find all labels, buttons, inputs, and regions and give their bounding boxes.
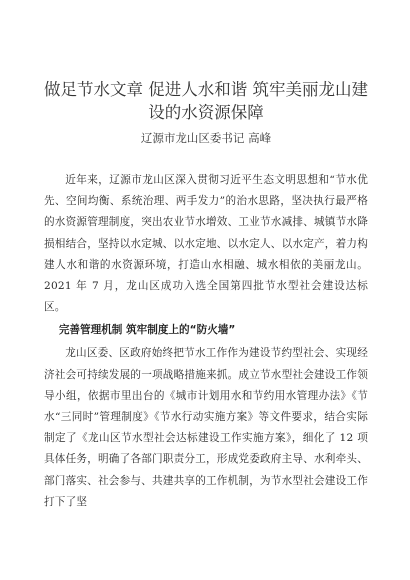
paragraph-management: 龙山区委、区政府始终把节水工作作为建设节约型社会、实现经济社会可持续发展的一项战略措施来抓。成立节水型社会建设工作领导小组，依据市里出台的《城市计划用水和节约用水管理办法》《节水“三同时”管理制度》《节水行动实施方案》等文件要求，结合实际制定了《龙山区节水型社会达标建设工作实施方案》，细化了 12 项具体任务，明确了各部门职责分工，形成党委政府主导、水利牵头、部门落实、社会参与、共建共享的工作机制，为节水型社会建设工作打下了坚 — [44, 347, 368, 508]
article-title — [44, 78, 368, 124]
title-line-1: 做足节水文章 促进人水和谐 筑牢美丽龙山建 — [44, 80, 368, 99]
article-body — [44, 170, 368, 513]
section-heading: 完善管理机制 筑牢制度上的“防火墙” — [58, 324, 236, 337]
paragraph-intro: 近年来，辽源市龙山区深入贯彻习近平生态文明思想和“节水优先、空间均衡、系统治理、两手发力”的治水思路，坚决执行最严格的水资源管理制度，突出农业节水增效、工业节水减排、城镇节水降损相结合，坚持以水定城、以水定地、以水定人、以水定产，着力构建人水和谐的水资源环境，打造山水相融、城水相依的美丽龙山。2021 年 7 月，龙山区成功入选全国第四批节水型社会建设达标区。 — [44, 174, 368, 314]
author-byline: 辽源市龙山区委书记 高峰 — [140, 131, 272, 145]
title-line-2: 设的水资源保障 — [148, 103, 264, 122]
